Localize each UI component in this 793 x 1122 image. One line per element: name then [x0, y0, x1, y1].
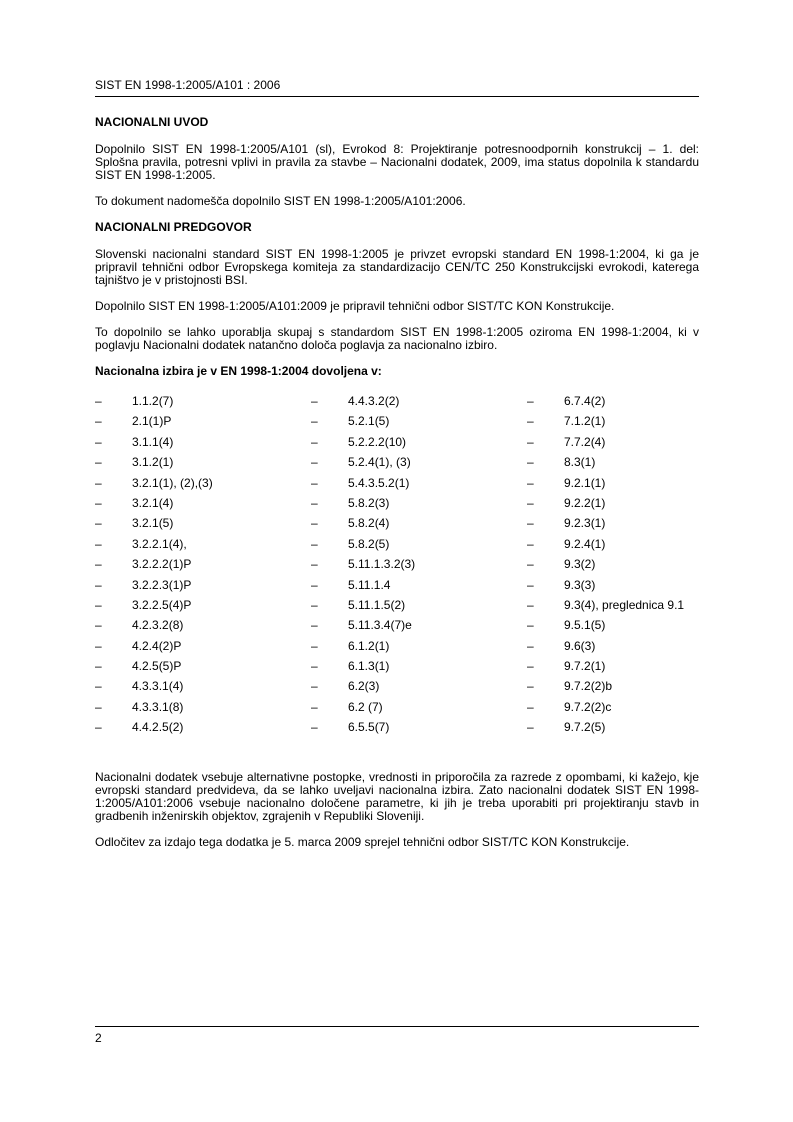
clause-reference: 7.1.2(1) [564, 414, 606, 429]
clause-item [95, 435, 311, 455]
clause-item [527, 659, 699, 679]
clause-item [95, 557, 311, 577]
clause-item [527, 496, 699, 516]
clause-column [527, 394, 699, 741]
closing-paragraph: Nacionalni dodatek vsebuje alternativne postopke, vrednosti in priporočila za razrede z opombami, ki kažejo, kje evropski standard predvideva, da se lahko uveljavi nacionalna izbira. Zato nacionalni dodatek SIST EN 1998-1:2005/A101:2006 vsebuje nacionalno določene parametre, ki jih je treba uporabiti pri projektiranju stavb in gradbenih inženirskih objektov, zgrajenih v Republiki Sloveniji. [95, 769, 699, 823]
clause-reference: 4.2.4(2)P [132, 638, 182, 653]
clause-item [311, 394, 527, 414]
clause-reference: 5.2.4(1), (3) [348, 455, 411, 470]
clause-item [311, 659, 527, 679]
clause-reference: 3.2.2.1(4), [132, 536, 187, 551]
clause-reference: 6.1.2(1) [348, 638, 390, 653]
clause-reference: 5.11.3.4(7)e [348, 618, 412, 633]
foreword-paragraph: Dopolnilo SIST EN 1998-1:2005/A101:2009 je pripravil tehnični odbor SIST/TC KON Konstrukcije. [95, 299, 615, 313]
clause-reference: 4.4.3.2(2) [348, 394, 400, 408]
list-dash: – [527, 516, 534, 531]
clause-item [95, 516, 311, 536]
list-dash: – [527, 394, 534, 408]
clause-list [95, 394, 699, 741]
clause-reference: 3.1.2(1) [132, 455, 174, 470]
clause-item [311, 679, 527, 699]
clause-item [311, 639, 527, 659]
list-dash: – [527, 434, 534, 449]
clause-reference: 9.7.2(2)b [564, 679, 613, 694]
clause-item [311, 720, 527, 740]
intro-paragraph: To dokument nadomešča dopolnilo SIST EN 1998-1:2005/A101:2006. [95, 194, 466, 208]
clause-item [95, 659, 311, 679]
clause-reference: 4.2.3.2(8) [132, 618, 184, 633]
list-dash: – [311, 414, 318, 429]
clause-reference: 5.2.2.2(10) [348, 434, 407, 449]
list-dash: – [95, 699, 102, 714]
closing-paragraph: Odločitev za izdajo tega dodatka je 5. marca 2009 sprejel tehnični odbor SIST/TC KON Konstrukcije. [95, 834, 630, 849]
clause-reference: 2.1(1)P [132, 414, 172, 429]
list-dash: – [95, 536, 102, 551]
clause-item [311, 496, 527, 516]
clause-reference: 6.5.5(7) [348, 720, 390, 735]
clause-reference: 9.6(3) [564, 638, 596, 653]
clause-reference: 9.5.1(5) [564, 618, 606, 633]
clause-reference: 9.3(2) [564, 557, 596, 572]
header-divider [95, 96, 699, 97]
clause-item [95, 394, 311, 414]
clause-item [527, 679, 699, 699]
clause-reference: 3.2.2.2(1)P [132, 557, 192, 572]
clause-reference: 9.7.2(5) [564, 720, 606, 735]
clause-item [95, 700, 311, 720]
clause-item [527, 394, 699, 414]
list-dash: – [527, 699, 534, 714]
clause-reference: 3.2.1(1), (2),(3) [132, 475, 213, 490]
clause-item [311, 516, 527, 536]
clause-item [311, 700, 527, 720]
clause-reference: 5.11.1.4 [348, 577, 391, 592]
clause-reference: 7.7.2(4) [564, 434, 606, 449]
clause-reference: 5.11.1.3.2(3) [348, 557, 416, 572]
clause-item [527, 557, 699, 577]
list-dash: – [311, 679, 318, 694]
clause-reference: 5.2.1(5) [348, 414, 390, 429]
list-dash: – [95, 475, 102, 490]
clause-item [311, 476, 527, 496]
clause-item [527, 455, 699, 475]
clause-item [311, 557, 527, 577]
list-dash: – [95, 516, 102, 531]
clause-reference: 5.8.2(3) [348, 495, 390, 510]
clause-reference: 5.8.2(5) [348, 536, 390, 551]
clause-reference: 5.4.3.5.2(1) [348, 475, 410, 490]
clause-item [95, 476, 311, 496]
clause-item [311, 414, 527, 434]
list-dash: – [95, 679, 102, 694]
intro-paragraph: Dopolnilo SIST EN 1998-1:2005/A101 (sl), Evrokod 8: Projektiranje potresnoodpornih konstrukcij – 1. del: Splošna pravila, potresni vplivi in pravila za stavbe – Nacionalni dodatek, 2009, ima status dopolnila k standardu SIST EN 1998-1:2005. [95, 142, 699, 182]
clause-item [527, 700, 699, 720]
document-header: SIST EN 1998-1:2005/A101 : 2006 [95, 78, 281, 92]
clause-reference: 5.11.1.5(2) [348, 597, 406, 612]
list-dash: – [527, 557, 534, 572]
list-dash: – [311, 618, 318, 633]
clause-reference: 4.2.5(5)P [132, 659, 182, 674]
list-dash: – [527, 536, 534, 551]
list-dash: – [311, 659, 318, 674]
clause-reference: 9.3(4), preglednica 9.1 [564, 597, 685, 612]
foreword-paragraph: To dopolnilo se lahko uporablja skupaj s standardom SIST EN 1998-1:2005 oziroma EN 1998-1:2004, ki v poglavju Nacionalni dodatek natančno določa poglavja za nacionalno izbiro. [95, 325, 699, 352]
list-dash: – [311, 638, 318, 653]
clause-column [95, 394, 311, 741]
list-dash: – [95, 618, 102, 633]
clause-item [95, 618, 311, 638]
clause-reference: 6.1.3(1) [348, 659, 390, 674]
foreword-paragraph: Slovenski nacionalni standard SIST EN 1998-1:2005 je privzet evropski standard EN 1998-1:2004, ki ga je pripravil tehnični odbor Evropskega komiteja za standardizacijo CEN/TC 250 Konstrukcijski evrokodi, katerega tajništvo je v pristojnosti BSI. [95, 247, 699, 287]
clause-item [95, 578, 311, 598]
clause-item [95, 598, 311, 618]
foreword-heading: NACIONALNI PREDGOVOR [95, 220, 252, 234]
list-dash: – [311, 475, 318, 490]
clause-item [527, 639, 699, 659]
clause-reference: 9.7.2(1) [564, 659, 606, 674]
clause-item [95, 496, 311, 516]
clause-item [95, 537, 311, 557]
list-dash: – [95, 434, 102, 449]
list-dash: – [95, 659, 102, 674]
clause-reference: 9.2.2(1) [564, 495, 606, 510]
footer-divider [95, 1026, 699, 1027]
clause-reference: 3.2.1(4) [132, 495, 174, 510]
list-dash: – [527, 720, 534, 735]
clause-column [311, 394, 527, 741]
clause-reference: 6.2(3) [348, 679, 380, 694]
clause-reference: 9.7.2(2)c [564, 699, 612, 714]
clause-item [95, 720, 311, 740]
clause-reference: 3.1.1(4) [132, 434, 174, 449]
clause-item [311, 618, 527, 638]
list-dash: – [95, 414, 102, 429]
clause-item [311, 435, 527, 455]
list-dash: – [311, 557, 318, 572]
clause-reference: 3.2.2.5(4)P [132, 597, 192, 612]
list-dash: – [311, 455, 318, 470]
list-dash: – [527, 475, 534, 490]
clause-item [527, 578, 699, 598]
clause-reference: 8.3(1) [564, 455, 596, 470]
list-dash: – [311, 394, 318, 408]
list-dash: – [311, 577, 318, 592]
clause-reference: 3.2.1(5) [132, 516, 174, 531]
list-dash: – [311, 699, 318, 714]
list-dash: – [95, 577, 102, 592]
clause-item [527, 516, 699, 536]
list-dash: – [527, 455, 534, 470]
list-dash: – [311, 495, 318, 510]
list-dash: – [311, 516, 318, 531]
list-dash: – [527, 618, 534, 633]
clause-item [527, 537, 699, 557]
list-dash: – [95, 495, 102, 510]
clause-item [527, 720, 699, 740]
clause-item [311, 455, 527, 475]
list-dash: – [95, 455, 102, 470]
clause-reference: 9.3(3) [564, 577, 596, 592]
clause-reference: 9.2.1(1) [564, 475, 606, 490]
clause-item [95, 679, 311, 699]
list-dash: – [527, 659, 534, 674]
clause-item [527, 618, 699, 638]
list-dash: – [311, 434, 318, 449]
list-dash: – [527, 577, 534, 592]
clause-reference: 3.2.2.3(1)P [132, 577, 192, 592]
clause-reference: 1.1.2(7) [132, 394, 174, 408]
list-dash: – [311, 536, 318, 551]
list-dash: – [527, 597, 534, 612]
list-dash: – [95, 720, 102, 735]
clause-reference: 4.3.3.1(4) [132, 679, 184, 694]
clause-item [527, 414, 699, 434]
list-dash: – [95, 394, 102, 408]
clause-item [95, 455, 311, 475]
list-dash: – [95, 597, 102, 612]
page-number: 2 [95, 1031, 102, 1045]
list-dash: – [95, 557, 102, 572]
list-dash: – [95, 638, 102, 653]
clause-reference: 4.3.3.1(8) [132, 699, 184, 714]
national-choice-heading: Nacionalna izbira je v EN 1998-1:2004 dovoljena v: [95, 364, 382, 378]
page-content [95, 116, 699, 862]
clause-item [311, 578, 527, 598]
clause-item [95, 639, 311, 659]
clause-reference: 6.2 (7) [348, 699, 383, 714]
clause-reference: 4.4.2.5(2) [132, 720, 184, 735]
list-dash: – [527, 679, 534, 694]
clause-item [527, 435, 699, 455]
clause-reference: 9.2.3(1) [564, 516, 606, 531]
clause-item [527, 476, 699, 496]
list-dash: – [527, 638, 534, 653]
clause-reference: 9.2.4(1) [564, 536, 606, 551]
list-dash: – [527, 495, 534, 510]
clause-reference: 5.8.2(4) [348, 516, 390, 531]
list-dash: – [311, 597, 318, 612]
clause-item [311, 598, 527, 618]
list-dash: – [311, 720, 318, 735]
clause-item [311, 537, 527, 557]
clause-reference: 6.7.4(2) [564, 394, 606, 408]
clause-item [95, 414, 311, 434]
list-dash: – [527, 414, 534, 429]
intro-heading: NACIONALNI UVOD [95, 115, 209, 129]
clause-item [527, 598, 699, 618]
